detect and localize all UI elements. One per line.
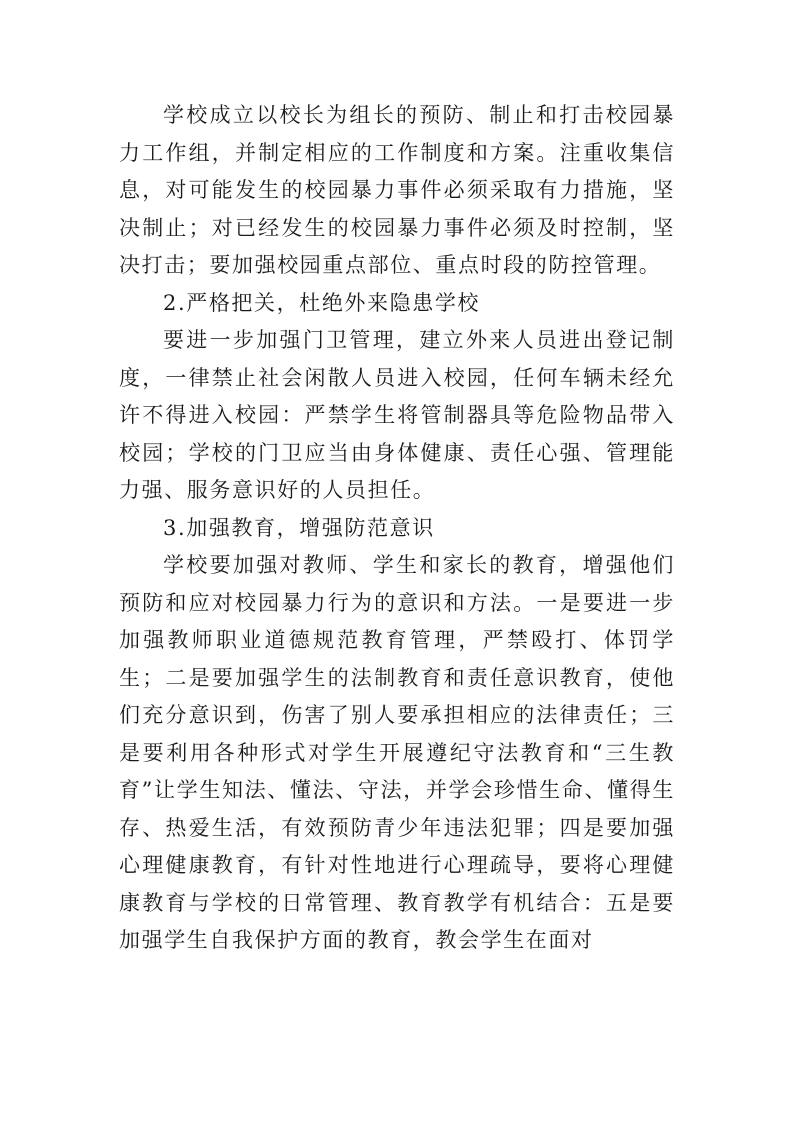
paragraph-gate-management: 要进一步加强门卫管理，建立外来人员进出登记制度，一律禁止社会闲散人员进入校园，任何车辆未经允许不得进入校园：严禁学生将管制器具等危险物品带入校园；学校的门卫应当由身体健康、责任心强、管理能力强、服务意识好的人员担任。 xyxy=(119,328,675,502)
heading-strengthen-education: 3.加强教育，增强防范意识 xyxy=(163,515,435,540)
paragraph-education-measures: 学校要加强对教师、学生和家长的教育，增强他们预防和应对校园暴力行为的意识和方法。一是要进一步加强教师职业道德规范教育管理，严禁殴打、体罚学生；二是要加强学生的法制教育和责任意识教育，使他们充分意识到，伤害了别人要承担相应的法律责任；三是要利用各种形式对学生开展遵纪守法教育和“三生教育”让学生知法、懂法、守法，并学会珍惜生命、懂得生存、热爱生活，有效预防青少年违法犯罪；四是要加强心理健康教育，有针对性地进行心理疏导，要将心理健康教育与学校的日常管理、教育教学有机结合：五是要加强学生自我保护方面的教育，教会学生在面对 xyxy=(119,553,675,952)
paragraph-leadership-group: 学校成立以校长为组长的预防、制止和打击校园暴力工作组，并制定相应的工作制度和方案。注重收集信息，对可能发生的校园暴力事件必须采取有力措施，坚决制止；对已经发生的校园暴力事件必须及时控制，坚决打击；要加强校园重点部位、重点时段的防控管理。 xyxy=(119,103,675,277)
heading-strict-control: 2.严格把关，杜绝外来隐患学校 xyxy=(163,290,481,315)
document-page xyxy=(119,97,675,960)
